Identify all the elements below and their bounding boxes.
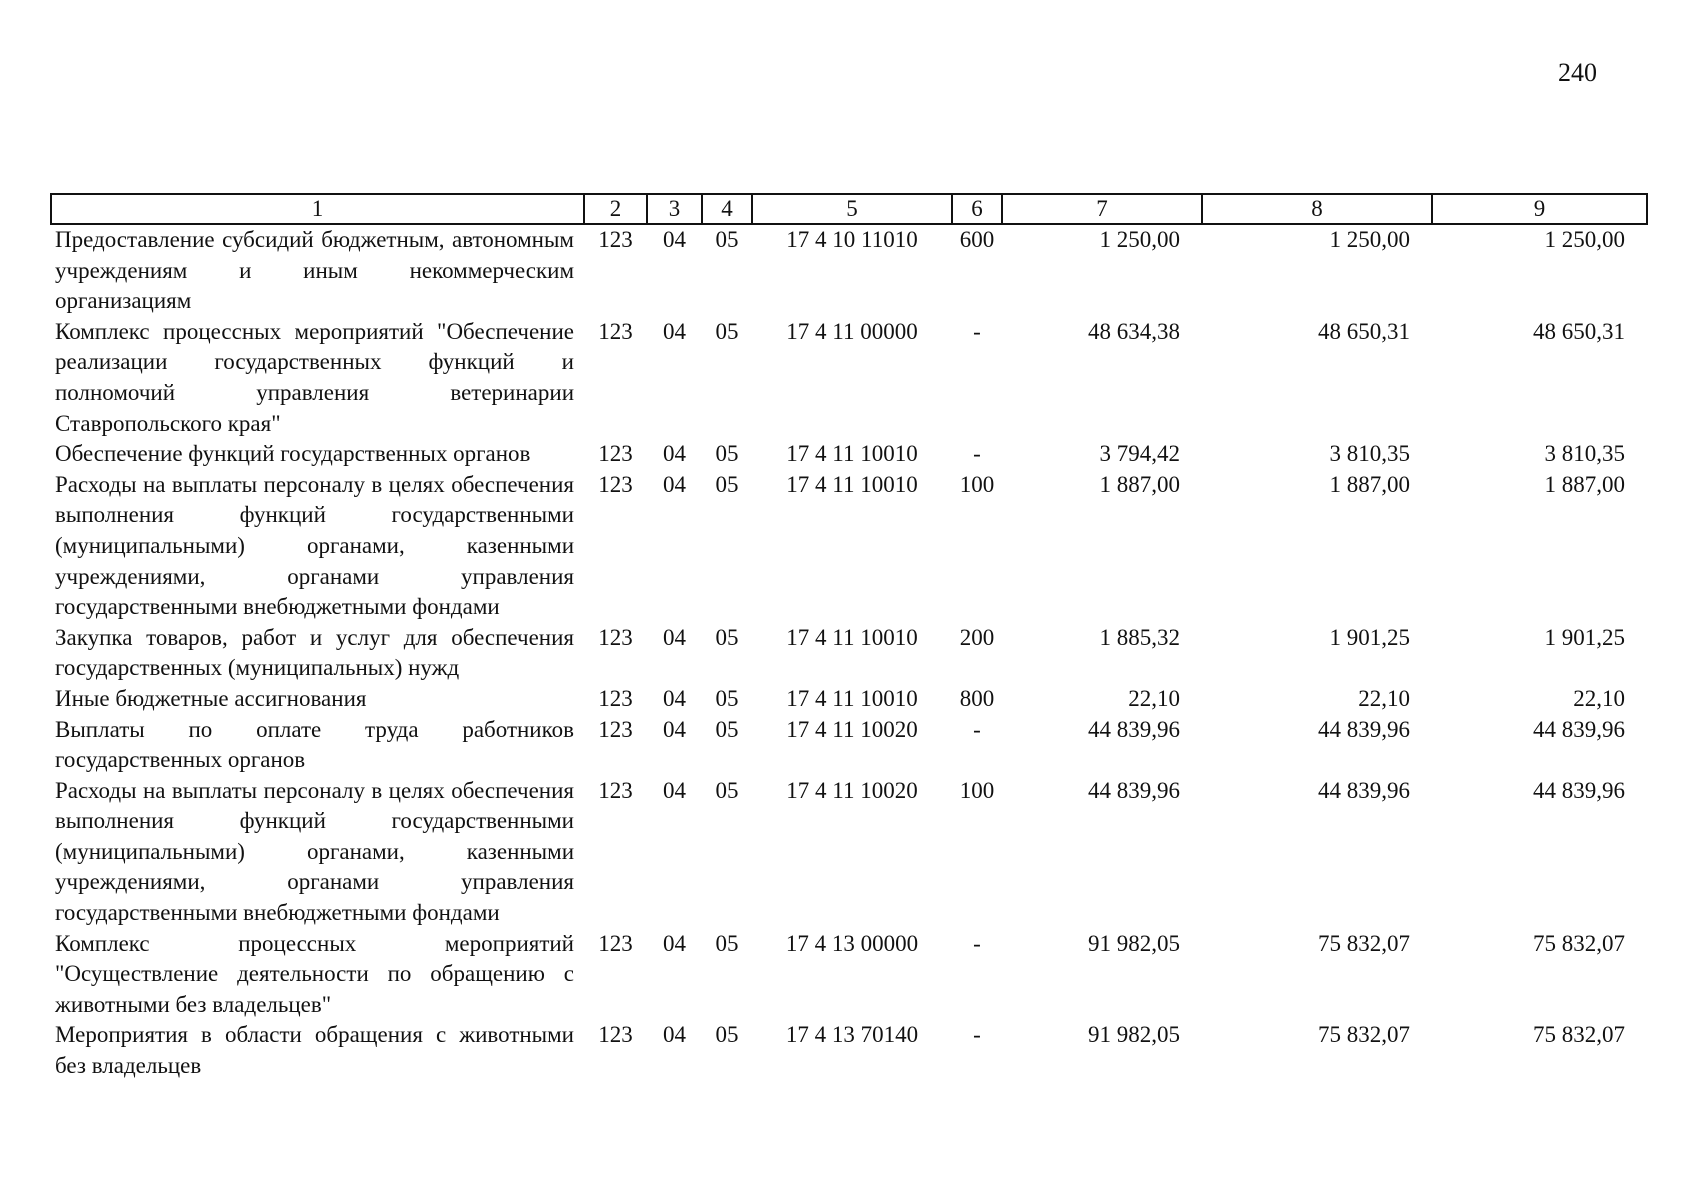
subsection-code: 05 xyxy=(715,471,739,497)
amount-col-7: 48 634,38 xyxy=(1088,318,1180,344)
column-header-9: 9 xyxy=(1432,194,1647,224)
amount-col-7: 22,10 xyxy=(1128,685,1180,711)
subsection-code: 05 xyxy=(715,716,739,742)
amount-col-9: 1 887,00 xyxy=(1544,471,1625,497)
amount-col-9: 1 250,00 xyxy=(1544,227,1625,252)
target-article-code: 17 4 11 10020 xyxy=(786,777,918,803)
target-article-code: 17 4 11 10020 xyxy=(786,716,918,742)
target-article-code: 17 4 11 10010 xyxy=(786,685,918,711)
amount-col-8: 75 832,07 xyxy=(1318,930,1410,956)
header-row xyxy=(51,194,1647,224)
expense-name: Расходы на выплаты персоналу в целях обеспечения выполнения функций государственными (муниципальными) органами, казенными учреждениями, органами управления государственными внебюджетными фондами xyxy=(55,777,574,926)
amount-col-7: 1 250,00 xyxy=(1099,227,1180,252)
subsection-code: 05 xyxy=(715,777,739,803)
column-header-4: 4 xyxy=(702,194,752,224)
target-article-code: 17 4 13 70140 xyxy=(785,1022,919,1048)
amount-col-8: 44 839,96 xyxy=(1318,716,1410,742)
section-code: 04 xyxy=(663,1022,686,1048)
table-header xyxy=(51,194,1647,224)
table-row xyxy=(51,470,1647,623)
expense-type-code: 100 xyxy=(959,471,995,497)
column-header-5: 5 xyxy=(752,194,952,224)
expense-name: Закупка товаров, работ и услуг для обеспечения государственных (муниципальных) нужд xyxy=(55,624,574,681)
ministry-code: 123 xyxy=(598,777,633,803)
expense-name: Комплекс процессных мероприятий "Осуществление деятельности по обращению с животными без владельцев" xyxy=(55,930,574,1017)
ministry-code: 123 xyxy=(598,930,633,956)
amount-col-7: 44 839,96 xyxy=(1088,716,1180,742)
expense-type-code: 600 xyxy=(959,227,995,252)
section-code: 04 xyxy=(663,318,686,344)
target-article-code: 17 4 11 10010 xyxy=(786,624,918,650)
subsection-code: 05 xyxy=(715,624,739,650)
column-header-6: 6 xyxy=(952,194,1002,224)
budget-table xyxy=(50,193,1648,1082)
subsection-code: 05 xyxy=(715,685,739,711)
expense-type-code: - xyxy=(973,318,981,344)
ministry-code: 123 xyxy=(598,716,633,742)
expense-type-code: 200 xyxy=(959,624,995,650)
column-header-2: 2 xyxy=(584,194,647,224)
section-code: 04 xyxy=(663,227,686,252)
table-row xyxy=(51,317,1647,439)
table-row xyxy=(51,439,1647,470)
ministry-code: 123 xyxy=(598,227,633,252)
amount-col-7: 3 794,42 xyxy=(1099,441,1180,467)
amount-col-8: 48 650,31 xyxy=(1318,318,1410,344)
section-code: 04 xyxy=(663,471,686,497)
expense-name: Иные бюджетные ассигнования xyxy=(55,685,367,711)
section-code: 04 xyxy=(663,716,686,742)
ministry-code: 123 xyxy=(598,624,633,650)
target-article-code: 17 4 10 11010 xyxy=(786,227,918,252)
subsection-code: 05 xyxy=(715,227,739,252)
table-body xyxy=(51,224,1647,1082)
target-article-code: 17 4 11 10010 xyxy=(786,471,918,497)
ministry-code: 123 xyxy=(598,1022,633,1048)
amount-col-9: 3 810,35 xyxy=(1544,441,1625,467)
amount-col-7: 91 982,05 xyxy=(1088,1022,1180,1048)
amount-col-8: 44 839,96 xyxy=(1318,777,1410,803)
expense-type-code: - xyxy=(973,1022,981,1048)
subsection-code: 05 xyxy=(715,930,739,956)
section-code: 04 xyxy=(663,777,686,803)
amount-col-7: 1 887,00 xyxy=(1099,471,1180,497)
amount-col-9: 48 650,31 xyxy=(1533,318,1625,344)
expense-name: Комплекс процессных мероприятий "Обеспечение реализации государственных функций и полномочий управления ветеринарии Ставропольского края" xyxy=(55,318,574,436)
amount-col-7: 91 982,05 xyxy=(1088,930,1180,956)
table-row xyxy=(51,224,1647,317)
expense-name: Мероприятия в области обращения с животными без владельцев xyxy=(55,1022,574,1079)
amount-col-8: 1 250,00 xyxy=(1329,227,1410,252)
amount-col-9: 44 839,96 xyxy=(1533,716,1625,742)
table-row xyxy=(51,623,1647,684)
ministry-code: 123 xyxy=(598,318,633,344)
expense-type-code: - xyxy=(973,716,981,742)
section-code: 04 xyxy=(663,624,686,650)
column-header-7: 7 xyxy=(1002,194,1202,224)
amount-col-7: 1 885,32 xyxy=(1099,624,1180,650)
table-row xyxy=(51,1020,1647,1081)
subsection-code: 05 xyxy=(715,318,739,344)
amount-col-8: 22,10 xyxy=(1358,685,1410,711)
table-row xyxy=(51,776,1647,929)
subsection-code: 05 xyxy=(715,441,739,467)
column-header-1: 1 xyxy=(51,194,584,224)
amount-col-8: 1 901,25 xyxy=(1329,624,1410,650)
page-number: 240 xyxy=(1558,58,1597,87)
column-header-8: 8 xyxy=(1202,194,1432,224)
expense-type-code: - xyxy=(973,441,981,467)
section-code: 04 xyxy=(663,685,686,711)
target-article-code: 17 4 11 00000 xyxy=(786,318,918,344)
ministry-code: 123 xyxy=(598,441,633,467)
subsection-code: 05 xyxy=(715,1022,739,1048)
column-header-3: 3 xyxy=(647,194,702,224)
amount-col-9: 1 901,25 xyxy=(1544,624,1625,650)
amount-col-7: 44 839,96 xyxy=(1088,777,1180,803)
section-code: 04 xyxy=(663,930,686,956)
expense-name: Предоставление субсидий бюджетным, автономным учреждениям и иным некоммерческим организациям xyxy=(55,227,574,314)
amount-col-9: 22,10 xyxy=(1573,685,1625,711)
section-code: 04 xyxy=(663,441,686,467)
expense-name: Выплаты по оплате труда работников государственных органов xyxy=(55,716,574,773)
ministry-code: 123 xyxy=(598,471,633,497)
expense-type-code: 100 xyxy=(959,777,995,803)
expense-type-code: - xyxy=(973,930,981,956)
ministry-code: 123 xyxy=(598,685,633,711)
expense-name: Обеспечение функций государственных органов xyxy=(55,441,531,467)
table-row xyxy=(51,715,1647,776)
expense-name: Расходы на выплаты персоналу в целях обеспечения выполнения функций государственными (муниципальными) органами, казенными учреждениями, органами управления государственными внебюджетными фондами xyxy=(55,471,574,620)
amount-col-9: 44 839,96 xyxy=(1533,777,1625,803)
amount-col-9: 75 832,07 xyxy=(1533,1022,1625,1048)
target-article-code: 17 4 11 10010 xyxy=(786,441,918,467)
table-row xyxy=(51,929,1647,1021)
amount-col-8: 1 887,00 xyxy=(1329,471,1410,497)
table-row xyxy=(51,684,1647,715)
amount-col-9: 75 832,07 xyxy=(1533,930,1625,956)
amount-col-8: 3 810,35 xyxy=(1329,441,1410,467)
expense-type-code: 800 xyxy=(959,685,995,711)
target-article-code: 17 4 13 00000 xyxy=(785,930,919,956)
amount-col-8: 75 832,07 xyxy=(1318,1022,1410,1048)
